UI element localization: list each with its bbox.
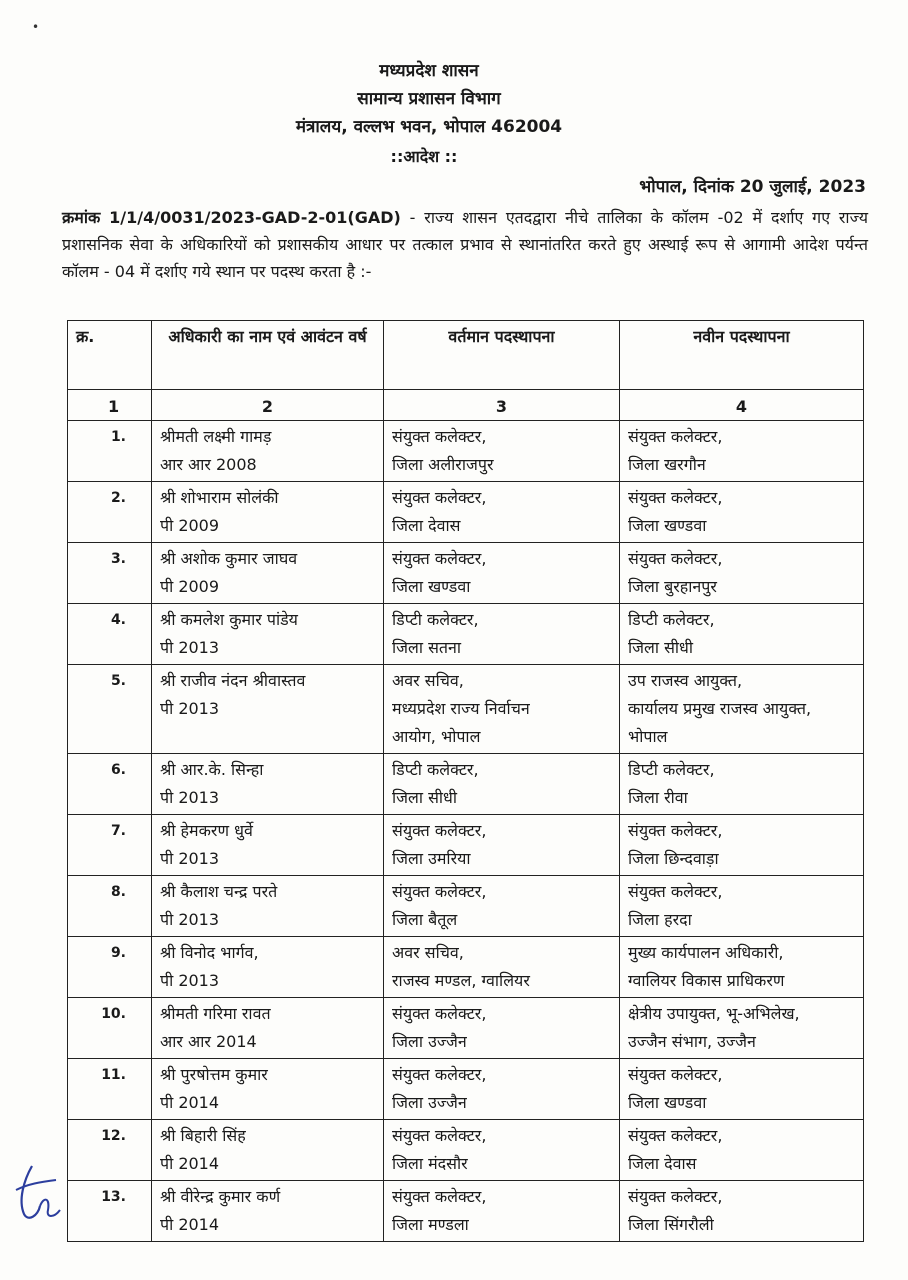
table-header-row	[68, 321, 864, 390]
new-posting-line: जिला खण्डवा	[628, 1093, 707, 1112]
table-row	[68, 1181, 864, 1242]
table-row	[68, 543, 864, 604]
new-posting-cell	[620, 604, 864, 665]
current-posting-line: जिला उज्जैन	[392, 1032, 467, 1051]
serial-cell: 4.	[68, 604, 152, 665]
current-posting-line: जिला अलीराजपुर	[392, 455, 494, 474]
allotment-year: पी 2013	[160, 971, 220, 990]
new-posting-cell	[620, 937, 864, 998]
new-posting-line: जिला सीधी	[628, 638, 694, 657]
serial-cell: 12.	[68, 1120, 152, 1181]
current-posting-line: अवर सचिव,	[392, 943, 464, 962]
address-line: मंत्रालय, वल्लभ भवन, भोपाल 462004	[295, 117, 563, 137]
allotment-year: पी 2009	[160, 577, 220, 596]
table-row	[68, 421, 864, 482]
current-posting-line: संयुक्त कलेक्टर,	[392, 1065, 487, 1084]
new-posting-cell	[620, 754, 864, 815]
order-text: - राज्य शासन एतदद्वारा नीचे तालिका के कॉलम -02 में दर्शाए गए राज्य प्रशासनिक सेवा के अधिकारियों को प्रशासकीय आधार पर तत्काल प्रभाव से स्थानांतरित करते हुए अस्थाई रूप से आगामी आदेश पर्यन्त कॉलम - 04 में दर्शाए गये स्थान पर पदस्थ करता है :-	[62, 208, 869, 281]
current-posting-cell	[384, 665, 620, 754]
officer-cell	[152, 998, 384, 1059]
current-posting-line: जिला खण्डवा	[392, 577, 471, 596]
new-posting-line: संयुक्त कलेक्टर,	[628, 1187, 723, 1206]
officer-name: श्री कैलाश चन्द्र परते	[160, 882, 278, 901]
column-number: 3	[384, 390, 620, 421]
table-row	[68, 815, 864, 876]
new-posting-line: ग्वालियर विकास प्राधिकरण	[628, 971, 785, 990]
new-posting-line: जिला हरदा	[628, 910, 692, 929]
current-posting-line: संयुक्त कलेक्टर,	[392, 882, 487, 901]
current-posting-line: अवर सचिव,	[392, 671, 464, 690]
new-posting-line: भोपाल	[628, 727, 668, 746]
allotment-year: आर आर 2008	[160, 455, 257, 474]
officer-name: श्री कमलेश कुमार पांडेय	[160, 610, 298, 629]
new-posting-line: जिला खण्डवा	[628, 516, 707, 535]
serial-cell: 2.	[68, 482, 152, 543]
current-posting-cell	[384, 1120, 620, 1181]
officer-name: श्री आर.के. सिन्हा	[160, 760, 264, 779]
new-posting-line: उज्जैन संभाग, उज्जैन	[628, 1032, 756, 1051]
column-number: 2	[152, 390, 384, 421]
current-posting-line: राजस्व मण्डल, ग्वालियर	[392, 971, 530, 990]
officer-name: श्रीमती गरिमा रावत	[160, 1004, 271, 1023]
officer-cell	[152, 482, 384, 543]
table-row	[68, 1059, 864, 1120]
serial-cell: 1.	[68, 421, 152, 482]
current-posting-cell	[384, 815, 620, 876]
serial-cell: 9.	[68, 937, 152, 998]
current-posting-line: आयोग, भोपाल	[392, 727, 481, 746]
new-posting-line: संयुक्त कलेक्टर,	[628, 1126, 723, 1145]
officer-name: श्री शोभाराम सोलंकी	[160, 488, 279, 507]
new-posting-line: संयुक्त कलेक्टर,	[628, 821, 723, 840]
current-posting-cell	[384, 1181, 620, 1242]
officer-cell	[152, 604, 384, 665]
serial-cell: 11.	[68, 1059, 152, 1120]
allotment-year: पी 2014	[160, 1154, 220, 1173]
new-posting-line: उप राजस्व आयुक्त,	[628, 671, 743, 690]
officer-name: श्री वीरेन्द्र कुमार कर्ण	[160, 1187, 281, 1206]
current-posting-line: संयुक्त कलेक्टर,	[392, 1004, 487, 1023]
new-posting-cell	[620, 998, 864, 1059]
serial-cell: 5.	[68, 665, 152, 754]
header-serial: क्र.	[68, 321, 152, 390]
officer-cell	[152, 754, 384, 815]
serial-cell: 6.	[68, 754, 152, 815]
new-posting-line: क्षेत्रीय उपायुक्त, भू-अभिलेख,	[628, 1004, 800, 1023]
table-row	[68, 1120, 864, 1181]
current-posting-line: संयुक्त कलेक्टर,	[392, 1187, 487, 1206]
allotment-year: पी 2013	[160, 910, 220, 929]
new-posting-line: डिप्टी कलेक्टर,	[628, 760, 715, 779]
new-posting-line: जिला सिंगरौली	[628, 1215, 714, 1234]
order-paragraph	[62, 204, 868, 285]
current-posting-line: डिप्टी कलेक्टर,	[392, 610, 479, 629]
table-row	[68, 754, 864, 815]
handwritten-initials	[10, 1160, 70, 1230]
officer-cell	[152, 876, 384, 937]
serial-cell: 3.	[68, 543, 152, 604]
officer-name: श्री हेमकरण धुर्वे	[160, 821, 253, 840]
officer-name: श्री पुरषोत्तम कुमार	[160, 1065, 268, 1084]
new-posting-line: जिला रीवा	[628, 788, 688, 807]
govt-title: मध्यप्रदेश शासन	[379, 61, 479, 81]
current-posting-line: जिला सतना	[392, 638, 462, 657]
allotment-year: पी 2013	[160, 788, 220, 807]
current-posting-cell	[384, 604, 620, 665]
allotment-year: पी 2013	[160, 638, 220, 657]
current-posting-line: संयुक्त कलेक्टर,	[392, 1126, 487, 1145]
column-number: 1	[68, 390, 152, 421]
new-posting-line: मुख्य कार्यपालन अधिकारी,	[628, 943, 784, 962]
new-posting-cell	[620, 876, 864, 937]
current-posting-cell	[384, 754, 620, 815]
current-posting-cell	[384, 543, 620, 604]
new-posting-cell	[620, 665, 864, 754]
header-officer: अधिकारी का नाम एवं आवंटन वर्ष	[152, 321, 384, 390]
new-posting-line: जिला बुरहानपुर	[628, 577, 717, 596]
current-posting-line: संयुक्त कलेक्टर,	[392, 821, 487, 840]
officer-name: श्री अशोक कुमार जाघव	[160, 549, 298, 568]
officer-cell	[152, 1120, 384, 1181]
place-date: भोपाल, दिनांक 20 जुलाई, 2023	[639, 177, 866, 197]
serial-cell: 10.	[68, 998, 152, 1059]
officer-name: श्री राजीव नंदन श्रीवास्तव	[160, 671, 306, 690]
current-posting-line: संयुक्त कलेक्टर,	[392, 427, 487, 446]
header-current-posting: वर्तमान पदस्थापना	[384, 321, 620, 390]
officer-name: श्री बिहारी सिंह	[160, 1126, 246, 1145]
current-posting-cell	[384, 937, 620, 998]
new-posting-cell	[620, 543, 864, 604]
current-posting-cell	[384, 998, 620, 1059]
new-posting-line: संयुक्त कलेक्टर,	[628, 1065, 723, 1084]
table-row	[68, 998, 864, 1059]
serial-cell: 13.	[68, 1181, 152, 1242]
column-number-row	[68, 390, 864, 421]
officer-cell	[152, 421, 384, 482]
allotment-year: पी 2014	[160, 1215, 220, 1234]
current-posting-line: जिला बैतूल	[392, 910, 458, 929]
table-row	[68, 937, 864, 998]
allotment-year: पी 2013	[160, 849, 220, 868]
new-posting-line: जिला छिन्दवाड़ा	[628, 849, 719, 868]
current-posting-line: जिला उमरिया	[392, 849, 471, 868]
stray-mark: •	[32, 20, 40, 34]
table-row	[68, 604, 864, 665]
department-title: सामान्य प्रशासन विभाग	[357, 89, 501, 109]
column-number: 4	[620, 390, 864, 421]
officer-cell	[152, 1181, 384, 1242]
new-posting-line: संयुक्त कलेक्टर,	[628, 882, 723, 901]
allotment-year: पी 2009	[160, 516, 220, 535]
current-posting-cell	[384, 876, 620, 937]
new-posting-cell	[620, 1120, 864, 1181]
current-posting-line: डिप्टी कलेक्टर,	[392, 760, 479, 779]
new-posting-cell	[620, 421, 864, 482]
current-posting-line: मध्यप्रदेश राज्य निर्वाचन	[392, 699, 530, 718]
allotment-year: आर आर 2014	[160, 1032, 257, 1051]
current-posting-line: जिला सीधी	[392, 788, 458, 807]
new-posting-cell	[620, 1059, 864, 1120]
header-new-posting: नवीन पदस्थापना	[620, 321, 864, 390]
serial-cell: 8.	[68, 876, 152, 937]
transfer-table	[67, 320, 864, 1242]
allotment-year: पी 2014	[160, 1093, 220, 1112]
new-posting-line: संयुक्त कलेक्टर,	[628, 427, 723, 446]
table-row	[68, 876, 864, 937]
table-row	[68, 482, 864, 543]
officer-cell	[152, 815, 384, 876]
current-posting-line: जिला मंदसौर	[392, 1154, 468, 1173]
allotment-year: पी 2013	[160, 699, 220, 718]
new-posting-line: जिला खरगौन	[628, 455, 706, 474]
serial-cell: 7.	[68, 815, 152, 876]
current-posting-line: जिला उज्जैन	[392, 1093, 467, 1112]
officer-cell	[152, 1059, 384, 1120]
new-posting-cell	[620, 815, 864, 876]
current-posting-line: जिला देवास	[392, 516, 461, 535]
officer-cell	[152, 937, 384, 998]
order-number-label: क्रमांक	[62, 208, 101, 227]
new-posting-line: कार्यालय प्रमुख राजस्व आयुक्त,	[628, 699, 812, 718]
officer-name: श्रीमती लक्ष्मी गामड़	[160, 427, 272, 446]
order-heading: ::आदेश ::	[390, 147, 458, 166]
new-posting-cell	[620, 482, 864, 543]
new-posting-line: जिला देवास	[628, 1154, 697, 1173]
new-posting-cell	[620, 1181, 864, 1242]
officer-cell	[152, 665, 384, 754]
current-posting-line: जिला मण्डला	[392, 1215, 469, 1234]
new-posting-line: संयुक्त कलेक्टर,	[628, 488, 723, 507]
current-posting-cell	[384, 1059, 620, 1120]
new-posting-line: संयुक्त कलेक्टर,	[628, 549, 723, 568]
new-posting-line: डिप्टी कलेक्टर,	[628, 610, 715, 629]
current-posting-line: संयुक्त कलेक्टर,	[392, 549, 487, 568]
officer-name: श्री विनोद भार्गव,	[160, 943, 259, 962]
current-posting-cell	[384, 482, 620, 543]
order-number: 1/1/4/0031/2023-GAD-2-01(GAD)	[109, 208, 401, 227]
current-posting-cell	[384, 421, 620, 482]
officer-cell	[152, 543, 384, 604]
current-posting-line: संयुक्त कलेक्टर,	[392, 488, 487, 507]
table-row	[68, 665, 864, 754]
